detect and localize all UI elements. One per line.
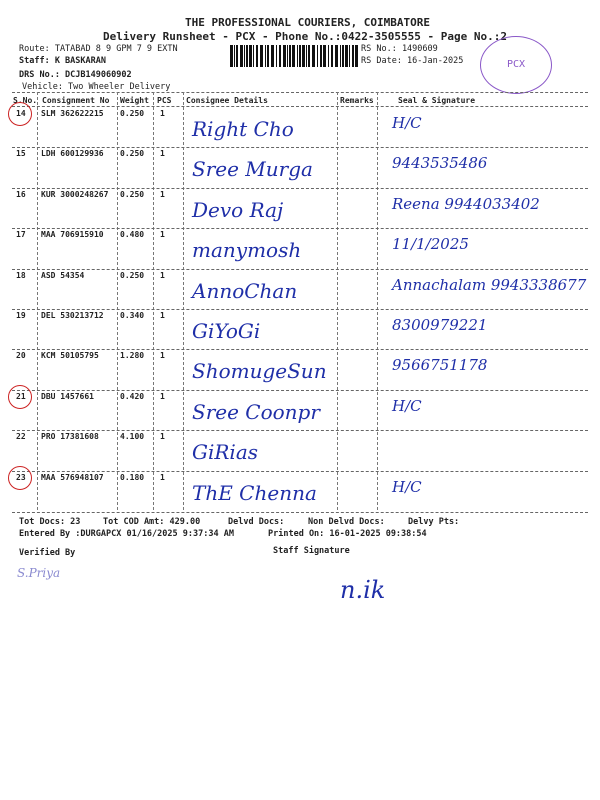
row-consignment: MAA 576948107 [41, 472, 104, 482]
row-pcs: 1 [160, 472, 165, 482]
row-consignment: DEL 530213712 [41, 311, 104, 320]
staff-signature-label: Staff Signature [273, 546, 350, 556]
row-consignee: GiRias [192, 440, 259, 465]
row-sno: 22 [16, 432, 26, 442]
row-weight: 0.420 [120, 391, 145, 401]
barcode-bar [230, 45, 233, 67]
row-consignee: Sree Coonpr [192, 399, 320, 424]
barcode-bar [355, 45, 358, 67]
delivered-docs: Delvd Docs: [228, 517, 285, 527]
rs-number: RS No.: 1490609 [361, 44, 438, 54]
row-signature: Annachalam 9943338677 [392, 275, 587, 294]
row-sno: 15 [16, 149, 26, 159]
route-label: Route: TATABAD 8 9 GPM 7 9 EXTN [19, 44, 178, 54]
runsheet-subtitle: Delivery Runsheet - PCX - Phone No.:0422-3505555 - Page No.:2 [103, 30, 507, 43]
row-circle-mark [8, 102, 32, 126]
col-weight: Weight [120, 96, 149, 105]
total-cod: Tot COD Amt: 429.00 [103, 517, 201, 527]
row-consignment: KCM 50105795 [41, 351, 99, 361]
row-consignment: SLM 362622215 [41, 109, 104, 118]
barcode-bar [256, 45, 258, 67]
row-sno: 16 [16, 189, 26, 199]
non-delivered-docs: Non Delvd Docs: [308, 517, 385, 527]
col-sno: S.No. [13, 96, 38, 105]
barcode-bar [317, 45, 318, 67]
row-sno: 17 [16, 230, 26, 240]
grid-line [183, 92, 184, 510]
row-signature: H/C [392, 114, 422, 132]
barcode-bar [335, 45, 338, 67]
col-consignee: Consignee Details [186, 96, 268, 105]
row-divider [12, 228, 588, 229]
row-pcs: 1 [160, 311, 165, 320]
company-title: THE PROFESSIONAL COURIERS, COIMBATORE [185, 16, 431, 29]
row-divider [12, 309, 588, 310]
barcode-bar [312, 45, 315, 67]
barcode-bar [308, 45, 310, 67]
col-consignment: Consignment No [42, 96, 110, 105]
staff-signature: n.ik [340, 576, 386, 604]
row-signature: H/C [392, 477, 422, 496]
row-sno: 23 [16, 472, 26, 482]
row-pcs: 1 [160, 189, 165, 199]
barcode-bar [287, 45, 288, 67]
row-weight: 0.250 [120, 109, 145, 118]
row-weight: 0.340 [120, 311, 145, 320]
row-divider [12, 471, 588, 472]
row-consignee: manymosh [192, 238, 302, 263]
grid-line [377, 92, 378, 510]
grid-line [117, 92, 118, 510]
row-weight: 0.180 [120, 472, 145, 482]
row-consignee: ShomugeSun [192, 359, 327, 384]
row-weight: 0.250 [120, 189, 145, 199]
row-circle-mark [8, 466, 32, 490]
row-consignment: LDH 600129936 [41, 149, 104, 159]
row-circle-mark [8, 385, 32, 409]
barcode-bar [249, 45, 252, 67]
grid-line [37, 92, 38, 510]
row-signature: H/C [392, 396, 422, 415]
printed-on: Printed On: 16-01-2025 09:38:54 [268, 529, 427, 539]
row-pcs: 1 [160, 432, 165, 442]
row-consignee: GiYoGi [192, 319, 261, 343]
barcode-bar [289, 45, 291, 67]
stamp-label: PCX [506, 59, 526, 70]
barcode-image [230, 45, 358, 67]
row-pcs: 1 [160, 270, 165, 280]
col-pcs: PCS [157, 96, 172, 105]
col-seal-signature: Seal & Signature [398, 96, 476, 105]
barcode-bar [292, 45, 295, 67]
verified-by-label: Verified By [19, 548, 76, 558]
row-signature: 9443535486 [392, 154, 488, 173]
barcode-bar [244, 45, 245, 67]
grid-line [337, 92, 338, 510]
barcode-bar [342, 45, 344, 67]
row-pcs: 1 [160, 230, 165, 240]
barcode-bar [349, 45, 350, 67]
row-pcs: 1 [160, 109, 165, 118]
delivery-points: Delvy Pts: [408, 517, 460, 527]
row-consignment: KUR 3000248267 [41, 189, 109, 199]
row-consignment: MAA 706915910 [41, 230, 104, 240]
row-sno: 19 [16, 311, 26, 320]
table-top-border [12, 92, 588, 93]
table-bottom-border [12, 512, 588, 513]
barcode-bar [236, 45, 238, 67]
row-sno: 20 [16, 351, 26, 361]
row-consignee: ThE Chenna [192, 480, 317, 505]
row-weight: 0.480 [120, 230, 145, 240]
row-sno: 18 [16, 270, 26, 280]
barcode-bar [297, 45, 298, 67]
row-sno: 14 [16, 109, 26, 118]
row-divider [12, 269, 588, 270]
row-signature: 11/1/2025 [392, 235, 469, 254]
row-divider [12, 188, 588, 189]
barcode-bar [323, 45, 326, 67]
row-divider [12, 390, 588, 391]
barcode-bar [283, 45, 286, 67]
row-weight: 0.250 [120, 270, 145, 280]
barcode-bar [267, 45, 269, 67]
row-weight: 1.280 [120, 351, 145, 361]
row-pcs: 1 [160, 149, 165, 159]
barcode-bar [234, 45, 235, 67]
row-consignee: Sree Murga [192, 157, 313, 182]
row-consignee: Devo Raj [192, 197, 284, 222]
row-consignee: Right Cho [192, 117, 294, 141]
table-header-border [12, 106, 588, 107]
barcode-bar [279, 45, 281, 67]
barcode-bar [299, 45, 301, 67]
barcode-bar [340, 45, 341, 67]
entered-by: Entered By :DURGAPCX 01/16/2025 9:37:34 AM [19, 529, 234, 539]
row-consignee: AnnoChan [192, 278, 298, 303]
barcode-bar [328, 45, 329, 67]
row-consignment: PRO 17381608 [41, 432, 99, 442]
pcx-stamp [480, 36, 552, 94]
barcode-bar [331, 45, 333, 67]
staff-label: Staff: K BASKARAN [19, 56, 106, 66]
row-pcs: 1 [160, 391, 165, 401]
row-signature: Reena 9944033402 [392, 194, 540, 213]
rs-date: RS Date: 16-Jan-2025 [361, 56, 464, 66]
barcode-bar [320, 45, 322, 67]
barcode-bar [260, 45, 263, 67]
barcode-bar [271, 45, 274, 67]
row-divider [12, 349, 588, 350]
vehicle-label: Vehicle: Two Wheeler Delivery [22, 82, 171, 92]
drs-number: DRS No.: DCJB149060902 [19, 70, 132, 80]
col-remarks: Remarks [340, 96, 374, 105]
row-sno: 21 [16, 391, 26, 401]
row-weight: 4.100 [120, 432, 145, 442]
barcode-bar [276, 45, 277, 67]
barcode-bar [265, 45, 266, 67]
grid-line [153, 92, 154, 510]
row-weight: 0.250 [120, 149, 145, 159]
barcode-bar [253, 45, 254, 67]
row-divider [12, 147, 588, 148]
barcode-bar [240, 45, 243, 67]
row-signature: 9566751178 [392, 356, 488, 375]
barcode-bar [246, 45, 248, 67]
row-consignment: DBU 1457661 [41, 391, 94, 401]
row-signature: 8300979221 [392, 316, 488, 334]
barcode-bar [302, 45, 305, 67]
barcode-bar [352, 45, 354, 67]
row-pcs: 1 [160, 351, 165, 361]
verifier-signature: S.Priya [17, 566, 61, 580]
row-divider [12, 430, 588, 431]
row-consignment: ASD 54354 [41, 270, 85, 280]
total-docs: Tot Docs: 23 [19, 517, 81, 527]
barcode-bar [345, 45, 348, 67]
barcode-bar [306, 45, 307, 67]
